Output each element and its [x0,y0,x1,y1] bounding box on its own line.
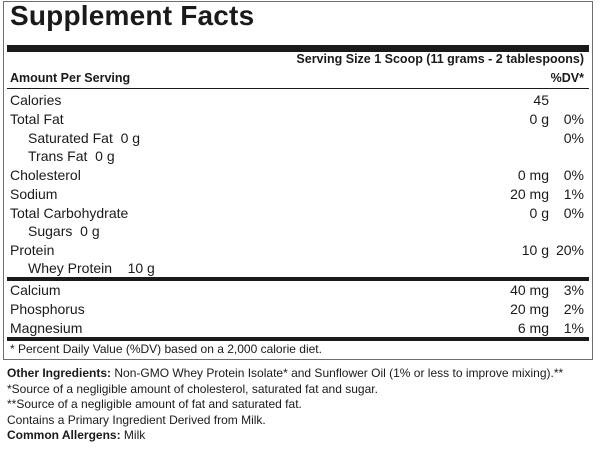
other-ingredients-label: Other Ingredients: [7,366,112,380]
nutrient-amount: 45 [533,92,549,108]
nutrient-name: Sodium [10,186,58,202]
thick-divider [7,45,589,52]
thin-divider [7,88,589,89]
nutrient-amount: 0 mg [517,167,549,183]
nutrient-amount: 10 g [521,242,549,258]
nutrient-name: Total Carbohydrate [10,205,129,221]
nutrient-amount: 20 mg [510,301,549,317]
source-note: *Source of a negligible amount of cholesterol, saturated fat and sugar. [7,381,378,396]
nutrient-amount: 40 mg [510,282,549,298]
nutrient-name: Cholesterol [10,167,81,183]
nutrient-row-saturated-fat [4,130,592,148]
nutrient-dv: 0% [563,130,584,146]
nutrient-dv: 1% [563,320,584,336]
allergens-text: Milk [120,428,146,442]
amount-per-serving-header: Amount Per Serving [10,71,131,85]
nutrient-row-protein [4,242,592,260]
nutrient-name: Calories [10,92,62,108]
dv-footnote: * Percent Daily Value (%DV) based on a 2,000 calorie diet. [10,342,322,356]
nutrient-row-magnesium [4,320,592,338]
ingredients-section [7,366,595,444]
nutrient-dv: 2% [563,301,584,317]
nutrient-dv: 0% [563,167,584,183]
nutrient-name: Trans Fat 0 g [28,148,115,164]
allergens-label: Common Allergens: [7,428,121,442]
nutrient-dv: 3% [563,282,584,298]
thick-divider [7,277,589,281]
dv-header: %DV* [550,71,584,85]
nutrient-row-sugars [4,223,592,241]
nutrient-name: Protein [10,242,55,258]
nutrient-amount: 20 mg [510,186,549,202]
nutrient-row-calories [4,92,592,110]
nutrient-row-phosphorus [4,301,592,319]
milk-note: Contains a Primary Ingredient Derived from Milk. [7,412,266,427]
allergens [7,428,595,444]
other-ingredients [7,366,595,382]
other-ingredients-text: Non-GMO Whey Protein Isolate* and Sunflower Oil (1% or less to improve mixing).** [111,366,564,380]
nutrient-dv: 0% [563,111,584,127]
nutrient-amount: 0 g [529,205,549,221]
nutrient-row-sodium [4,186,592,204]
nutrient-name: Total Fat [10,111,64,127]
nutrient-dv: 0% [563,205,584,221]
nutrient-row-whey-protein [4,260,592,278]
nutrient-name: Saturated Fat 0 g [28,130,141,146]
panel-title: Supplement Facts [10,0,255,31]
nutrient-name: Sugars 0 g [28,223,100,239]
nutrient-row-calcium [4,282,592,300]
nutrient-name: Magnesium [10,320,83,336]
nutrient-name: Whey Protein 10 g [28,260,155,276]
nutrient-amount: 0 g [529,111,549,127]
nutrient-name: Phosphorus [10,301,85,317]
serving-size: Serving Size 1 Scoop (11 grams - 2 tablespoons) [296,52,584,66]
nutrient-name: Calcium [10,282,61,298]
nutrient-row-total-carbohydrate [4,205,592,223]
nutrient-row-cholesterol [4,167,592,185]
nutrient-row-trans-fat [4,148,592,166]
nutrient-dv: 20% [555,242,584,258]
nutrient-row-total-fat [4,111,592,129]
nutrient-dv: 1% [563,186,584,202]
thick-divider [7,337,589,341]
source-note: **Source of a negligible amount of fat and saturated fat. [7,397,302,411]
supplement-facts-panel [3,1,593,360]
nutrient-amount: 6 mg [517,320,549,336]
